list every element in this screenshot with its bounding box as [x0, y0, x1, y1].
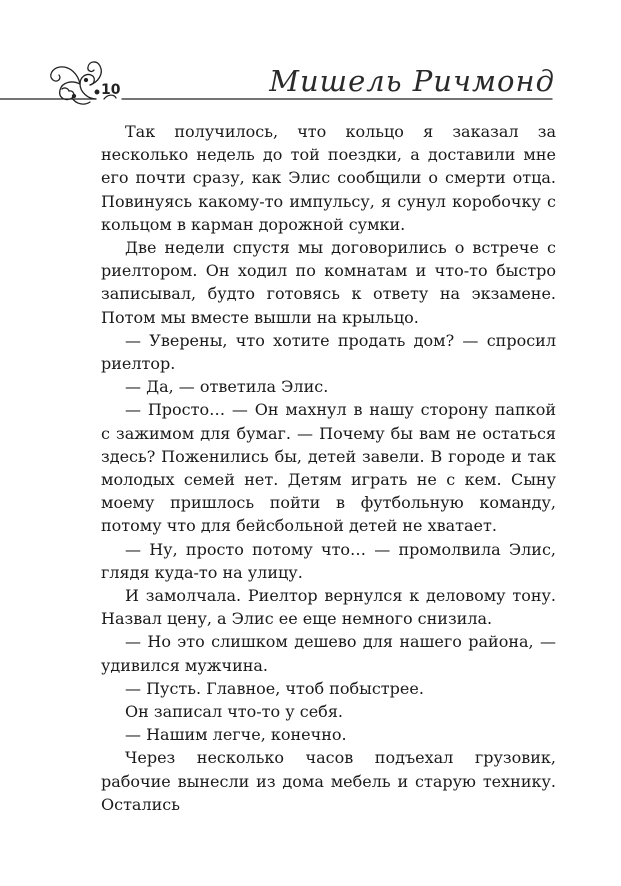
paragraph: — Да, — ответила Элис. — [125, 377, 329, 397]
paragraph: — Нашим легче, конечно. — [125, 725, 347, 745]
running-header — [0, 0, 621, 120]
paragraph: Две недели спустя мы договорились о встрече с риелтором. Он ходил по комнатам и что-то быстро записывал, будто готовясь к ответу на экзамене. Потом мы вместе вышли на крыльцо. — [101, 238, 556, 327]
page-number: 10 — [101, 82, 121, 98]
running-header-author: Мишель Ричмонд — [269, 64, 555, 98]
paragraph: — Просто… — Он махнул в нашу сторону папкой с зажимом для бумаг. — Почему бы вам не остаться здесь? Поженились бы, детей завели. В городе и так молодых семей нет. Детям играть не с кем. Сыну моему пришлось пойти в футбольную команду, потому что для бейсбольной детей не хватает. — [101, 400, 556, 536]
paragraph: Так получилось, что кольцо я заказал за несколько недель до той поездки, а доставили мне его почти сразу, как Элис сообщили о смерти отца. Повинуясь какому-то импульсу, я сунул коробочку с кольцом в карман дорожной сумки. — [101, 122, 556, 234]
paragraph: И замолчала. Риелтор вернулся к деловому тону. Назвал цену, а Элис ее еще немного снизила. — [101, 586, 556, 629]
paragraph: — Пусть. Главное, чтоб побыстрее. — [125, 678, 424, 698]
paragraph: — Уверены, что хотите продать дом? — спросил риелтор. — [101, 330, 556, 374]
paragraph: — Ну, просто потому что… — промолвила Элис, глядя куда-то на улицу. — [101, 539, 556, 582]
page-body — [101, 120, 556, 816]
paragraph: — Но это слишком дешево для нашего района, — удивился мужчина. — [101, 632, 556, 675]
paragraph: Он записал что-то у себя. — [125, 702, 343, 722]
paragraph: Через несколько часов подъехал грузовик, рабочие вынесли из дома мебель и старую технику. Остались — [101, 748, 556, 814]
